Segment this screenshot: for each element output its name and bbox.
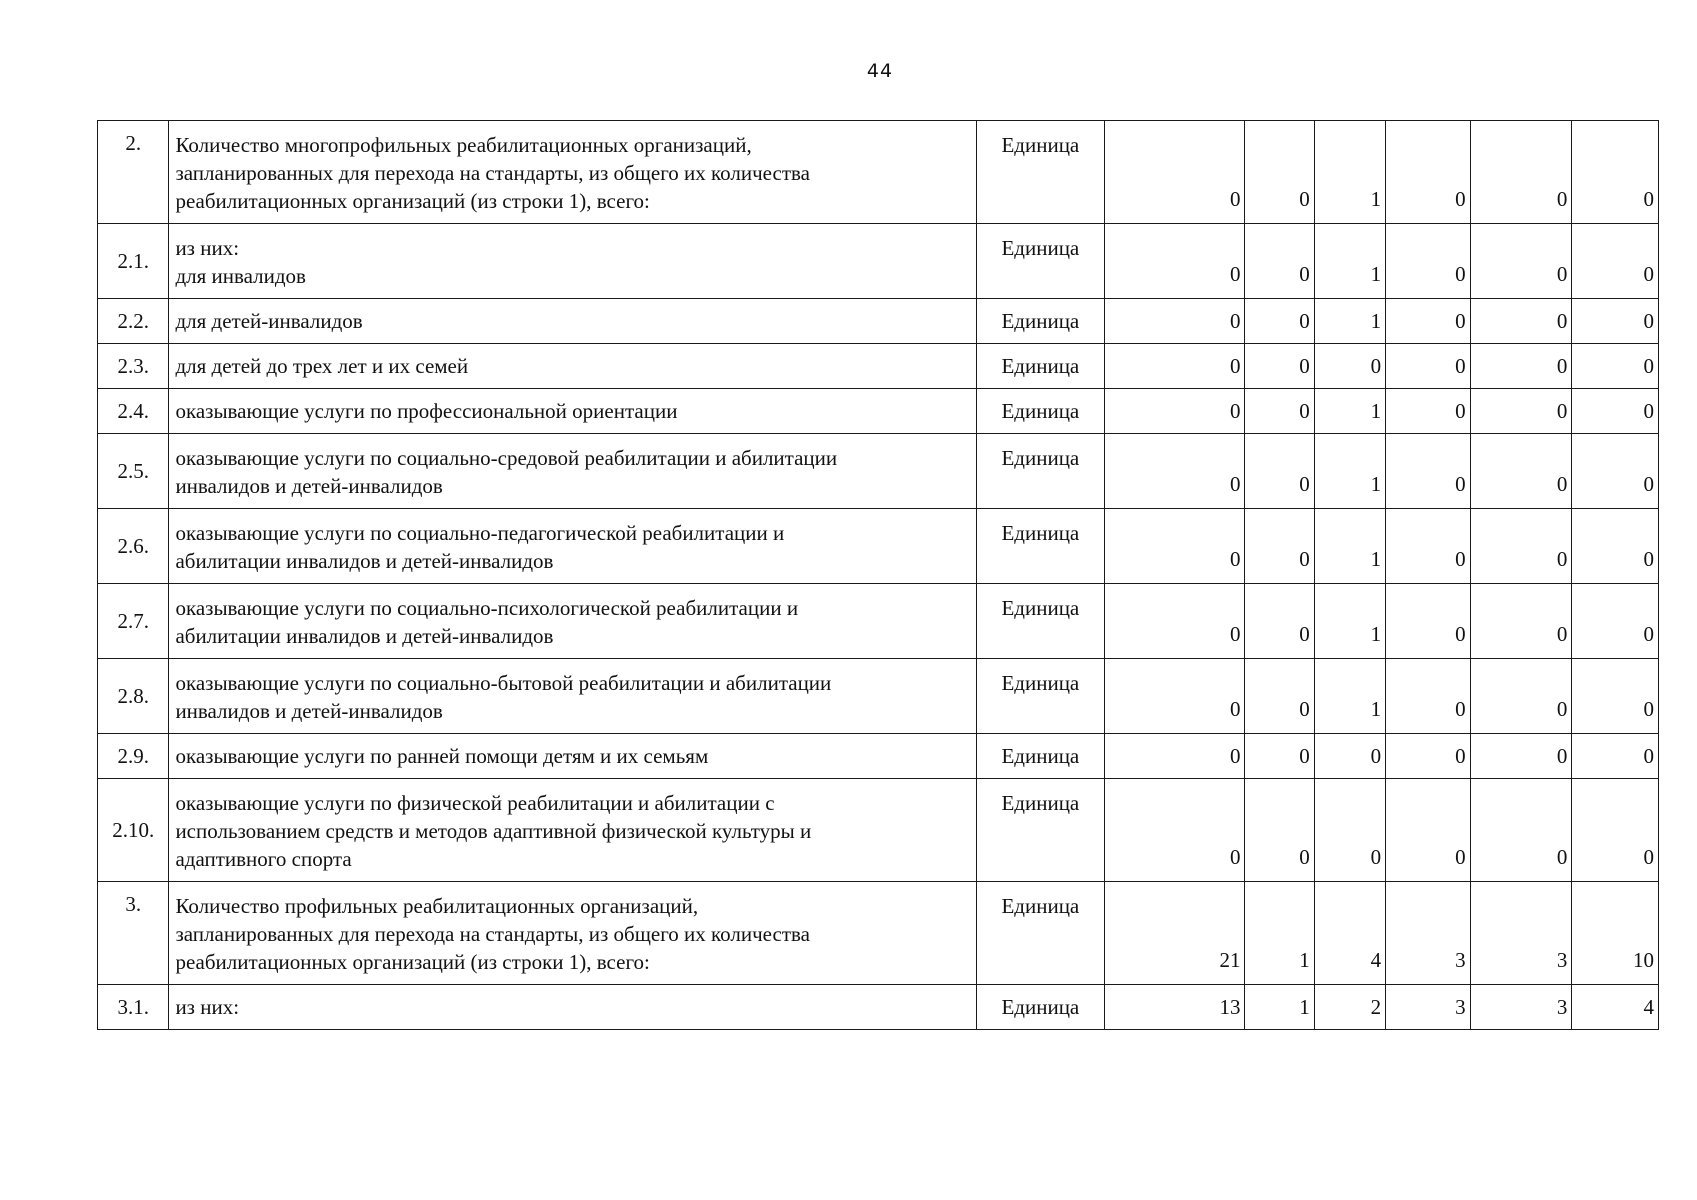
row-value: 4 [1314,882,1385,985]
row-number: 2.5. [98,434,169,509]
description-line: реабилитационных организаций (из строки 1), всего: [175,950,650,974]
row-value: 0 [1470,224,1572,299]
description-line: абилитации инвалидов и детей-инвалидов [175,549,554,573]
description-line: адаптивного спорта [175,847,352,871]
row-value: 0 [1314,344,1385,389]
row-value: 0 [1245,121,1314,224]
row-value: 0 [1572,779,1659,882]
description-line: оказывающие услуги по социально-педагогической реабилитации и [175,521,785,545]
row-value: 13 [1104,985,1245,1030]
table-row [98,779,1659,882]
description-line: для детей-инвалидов [175,309,363,333]
table-row [98,224,1659,299]
table-body [98,121,1659,1030]
description-line: для детей до трех лет и их семей [175,354,469,378]
row-value: 0 [1572,434,1659,509]
row-value: 0 [1386,224,1470,299]
row-value: 0 [1386,299,1470,344]
row-value: 0 [1314,779,1385,882]
row-description [169,224,977,299]
row-value: 2 [1314,985,1385,1030]
description-line: для инвалидов [175,264,306,288]
row-value: 1 [1314,299,1385,344]
row-description [169,882,977,985]
row-value: 0 [1572,299,1659,344]
row-value: 0 [1245,434,1314,509]
row-unit: Единица [977,882,1105,985]
row-value: 0 [1386,659,1470,734]
row-value: 0 [1245,659,1314,734]
description-line: из них: [175,995,240,1019]
row-unit: Единица [977,389,1105,434]
row-value: 3 [1470,985,1572,1030]
row-unit: Единица [977,434,1105,509]
row-value: 0 [1386,121,1470,224]
row-value: 0 [1104,509,1245,584]
row-value: 0 [1470,434,1572,509]
row-number: 2.8. [98,659,169,734]
row-value: 21 [1104,882,1245,985]
row-value: 1 [1314,389,1385,434]
row-value: 0 [1104,121,1245,224]
row-value: 0 [1245,509,1314,584]
description-line: оказывающие услуги по физической реабилитации и абилитации с [175,791,775,815]
row-unit: Единица [977,121,1105,224]
row-unit: Единица [977,779,1105,882]
row-value: 0 [1245,224,1314,299]
description-line: запланированных для перехода на стандарты, из общего их количества [175,922,810,946]
table-row [98,434,1659,509]
row-description [169,389,977,434]
row-value: 0 [1572,121,1659,224]
row-value: 0 [1572,389,1659,434]
row-number: 2.7. [98,584,169,659]
row-value: 3 [1386,985,1470,1030]
table-row [98,734,1659,779]
row-value: 0 [1314,734,1385,779]
row-value: 0 [1104,779,1245,882]
row-value: 0 [1104,734,1245,779]
row-value: 0 [1104,224,1245,299]
row-value: 0 [1245,734,1314,779]
row-value: 0 [1104,659,1245,734]
row-number: 3.1. [98,985,169,1030]
row-value: 0 [1572,659,1659,734]
row-value: 0 [1104,344,1245,389]
row-description [169,985,977,1030]
row-number: 2.3. [98,344,169,389]
description-line: реабилитационных организаций (из строки 1), всего: [175,189,650,213]
row-number: 2.6. [98,509,169,584]
description-line: оказывающие услуги по ранней помощи детям и их семьям [175,744,709,768]
row-value: 0 [1245,779,1314,882]
row-value: 0 [1245,344,1314,389]
row-number: 3. [98,882,169,985]
table-row [98,121,1659,224]
row-unit: Единица [977,299,1105,344]
row-value: 0 [1386,734,1470,779]
table-row [98,584,1659,659]
row-value: 0 [1470,509,1572,584]
row-number: 2. [98,121,169,224]
row-value: 0 [1386,779,1470,882]
row-unit: Единица [977,985,1105,1030]
description-line: оказывающие услуги по социально-средовой реабилитации и абилитации [175,446,838,470]
row-value: 0 [1245,299,1314,344]
row-value: 0 [1470,389,1572,434]
row-description [169,779,977,882]
row-value: 0 [1470,121,1572,224]
row-value: 0 [1386,434,1470,509]
row-value: 0 [1470,779,1572,882]
row-value: 0 [1470,584,1572,659]
row-value: 0 [1104,434,1245,509]
table-row [98,509,1659,584]
row-description [169,509,977,584]
row-value: 0 [1572,224,1659,299]
row-number: 2.10. [98,779,169,882]
row-value: 0 [1104,584,1245,659]
row-number: 2.9. [98,734,169,779]
row-description [169,734,977,779]
row-value: 0 [1470,734,1572,779]
row-unit: Единица [977,344,1105,389]
description-line: инвалидов и детей-инвалидов [175,474,443,498]
row-number: 2.1. [98,224,169,299]
row-unit: Единица [977,584,1105,659]
row-unit: Единица [977,734,1105,779]
row-value: 0 [1572,509,1659,584]
table-row [98,344,1659,389]
row-value: 1 [1314,659,1385,734]
table-row [98,389,1659,434]
row-value: 0 [1245,389,1314,434]
row-value: 0 [1386,584,1470,659]
row-value: 0 [1386,344,1470,389]
row-value: 3 [1386,882,1470,985]
description-line: из них: [175,236,240,260]
row-value: 0 [1572,734,1659,779]
description-line: запланированных для перехода на стандарты, из общего их количества [175,161,810,185]
table-row [98,299,1659,344]
row-description [169,434,977,509]
description-line: оказывающие услуги по социально-психологической реабилитации и [175,596,799,620]
row-value: 1 [1245,882,1314,985]
row-number: 2.2. [98,299,169,344]
row-unit: Единица [977,659,1105,734]
row-value: 0 [1470,659,1572,734]
row-value: 0 [1572,344,1659,389]
description-line: оказывающие услуги по социально-бытовой реабилитации и абилитации [175,671,832,695]
row-value: 4 [1572,985,1659,1030]
row-value: 3 [1470,882,1572,985]
row-description [169,584,977,659]
row-value: 1 [1314,584,1385,659]
description-line: использованием средств и методов адаптивной физической культуры и [175,819,812,843]
row-value: 1 [1314,224,1385,299]
table-row [98,882,1659,985]
row-value: 0 [1245,584,1314,659]
description-line: инвалидов и детей-инвалидов [175,699,443,723]
row-description [169,299,977,344]
page-number: 44 [866,60,894,82]
row-value: 0 [1572,584,1659,659]
row-value: 0 [1470,299,1572,344]
row-unit: Единица [977,509,1105,584]
row-value: 0 [1104,389,1245,434]
row-description [169,344,977,389]
description-line: Количество профильных реабилитационных организаций, [175,894,699,918]
description-line: абилитации инвалидов и детей-инвалидов [175,624,554,648]
row-value: 0 [1470,344,1572,389]
description-line: Количество многопрофильных реабилитационных организаций, [175,133,752,157]
row-value: 10 [1572,882,1659,985]
table-row [98,985,1659,1030]
row-value: 1 [1245,985,1314,1030]
row-description [169,659,977,734]
row-unit: Единица [977,224,1105,299]
row-value: 0 [1104,299,1245,344]
row-description [169,121,977,224]
row-value: 0 [1386,389,1470,434]
row-value: 1 [1314,121,1385,224]
description-line: оказывающие услуги по профессиональной ориентации [175,399,678,423]
table-row [98,659,1659,734]
row-number: 2.4. [98,389,169,434]
data-table [97,120,1659,1030]
row-value: 1 [1314,434,1385,509]
row-value: 1 [1314,509,1385,584]
row-value: 0 [1386,509,1470,584]
